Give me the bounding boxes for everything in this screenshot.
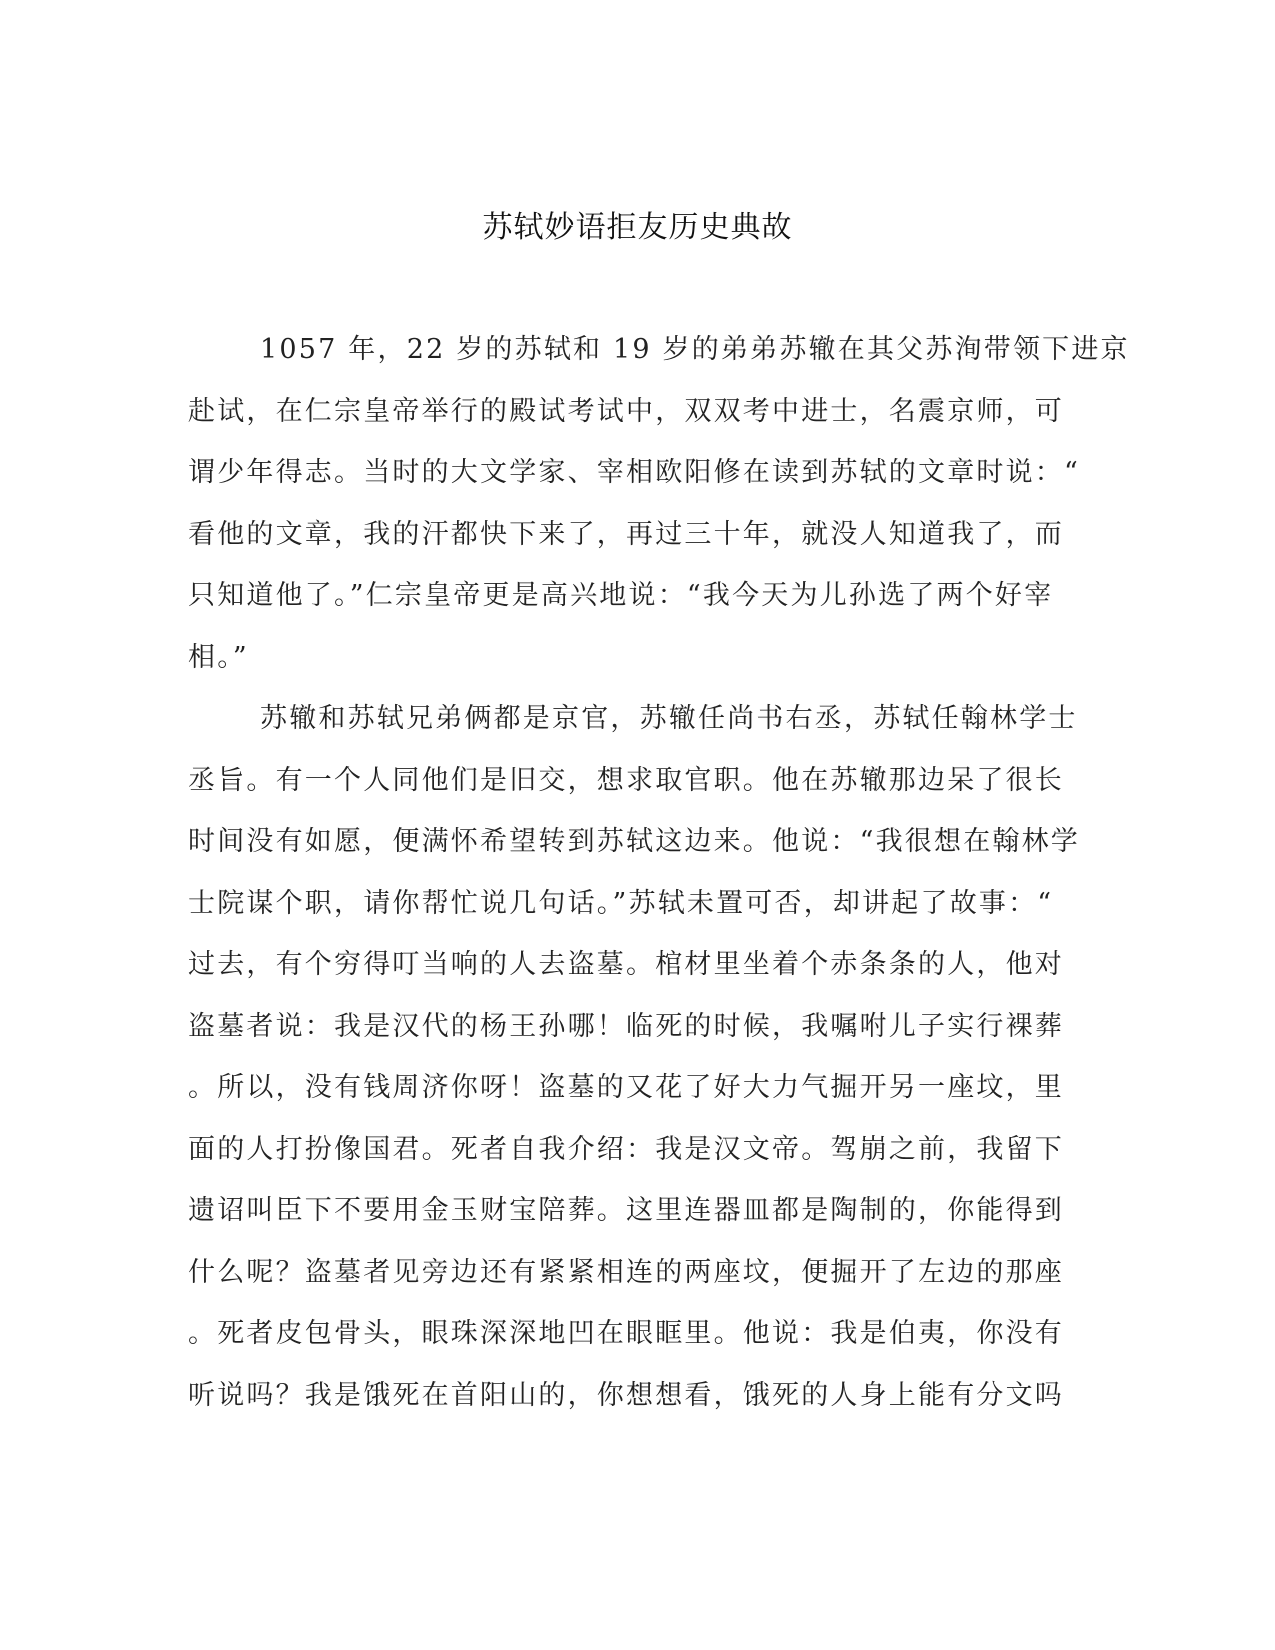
- document-title: 苏轼妙语拒友历史典故: [482, 210, 793, 245]
- paragraph-2-line-4: 士院谋个职，请你帮忙说几句话。”苏轼未置可否，却讲起了故事：“: [188, 887, 1054, 919]
- paragraph-2-line-5: 过去，有个穷得叮当响的人去盗墓。棺材里坐着个赤条条的人，他对: [188, 949, 1064, 980]
- paragraph-1-line-4: 看他的文章，我的汗都快下来了，再过三十年，就没人知道我了，而: [188, 518, 1064, 550]
- paragraph-1-line-6: 相。”: [188, 641, 249, 673]
- paragraph-2-line-8: 面的人打扮像国君。死者自我介绍：我是汉文帝。驾崩之前，我留下: [188, 1133, 1064, 1165]
- paragraph-2-line-10: 什么呢？盗墓者见旁边还有紧紧相连的两座坟，便掘开了左边的那座: [188, 1256, 1064, 1288]
- paragraph-2-line-6: 盗墓者说：我是汉代的杨王孙哪！临死的时候，我嘱咐儿子实行裸葬: [188, 1010, 1064, 1042]
- paragraph-1-line-2: 赴试，在仁宗皇帝举行的殿试考试中，双双考中进士，名震京师，可: [188, 395, 1064, 427]
- paragraph-2-line-1: 苏辙和苏轼兄弟俩都是京官，苏辙任尚书右丞，苏轼任翰林学士: [260, 703, 1078, 734]
- paragraph-1-line-5: 只知道他了。”仁宗皇帝更是高兴地说：“我今天为儿孙选了两个好宰: [188, 580, 1054, 611]
- paragraph-2-line-9: 遗诏叫臣下不要用金玉财宝陪葬。这里连器皿都是陶制的，你能得到: [188, 1195, 1064, 1226]
- paragraph-1-line-1: 1057 年，22 岁的苏轼和 19 岁的弟弟苏辙在其父苏洵带领下进京: [260, 334, 1130, 365]
- paragraph-1-line-3: 谓少年得志。当时的大文学家、宰相欧阳修在读到苏轼的文章时说：“: [188, 457, 1081, 488]
- paragraph-2-line-11: 。死者皮包骨头，眼珠深深地凹在眼眶里。他说：我是伯夷，你没有: [188, 1318, 1064, 1349]
- document-body: [188, 330, 1130, 1437]
- paragraph-2-line-7: 。所以，没有钱周济你呀！盗墓的又花了好大力气掘开另一座坟，里: [188, 1072, 1064, 1103]
- paragraph-2-line-2: 丞旨。有一个人同他们是旧交，想求取官职。他在苏辙那边呆了很长: [188, 764, 1064, 796]
- paragraph-2-line-3: 时间没有如愿，便满怀希望转到苏轼这边来。他说：“我很想在翰林学: [188, 826, 1081, 857]
- paragraph-2-line-12: 听说吗？我是饿死在首阳山的，你想想看，饿死的人身上能有分文吗: [188, 1379, 1064, 1411]
